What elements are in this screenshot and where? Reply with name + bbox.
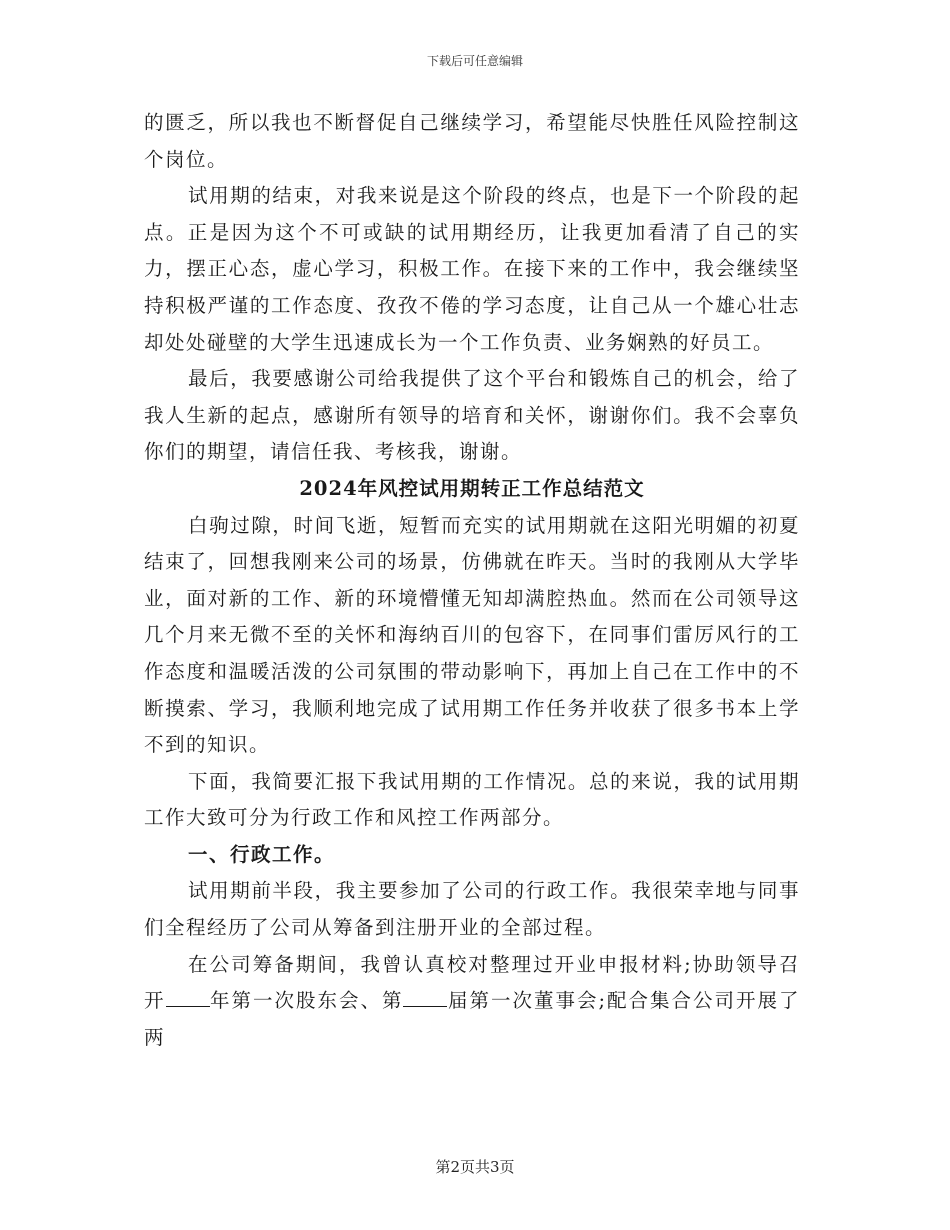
preparation-text-1: 在公司筹备期间，我曾认真校对整理过开业申报材料;协助领导召开 (144, 952, 800, 1013)
paragraph-preparation (144, 947, 800, 1057)
paragraph-thanks: 最后，我要感谢公司给我提供了这个平台和锻炼自己的机会，给了我人生新的起点，感谢所有领导的培育和关怀，谢谢你们。我不会辜负你们的期望，请信任我、考核我，谢谢。 (144, 367, 800, 464)
document-title: 2024年风控试用期转正工作总结范文 (299, 476, 645, 500)
paragraph-intro: 白驹过隙，时间飞逝，短暂而充实的试用期就在这阳光明媚的初夏结束了，回想我刚来公司的场景，仿佛就在昨天。当时的我刚从大学毕业，面对新的工作、新的环境懵懂无知却满腔热血。然而在公司领导这几个月来无微不至的关怀和海纳百川的包容下，在同事们雷厉风行的工作态度和温暖活泼的公司氛围的带动影响下，再加上自己在工作中的不断摸索、学习，我顺利地完成了试用期工作任务并收获了很多书本上学不到的知识。 (144, 513, 800, 757)
preparation-text-2: 年第一次股东会、第 (209, 989, 404, 1013)
page-number: 第2页共3页 (435, 1158, 515, 1176)
paragraph-probation-end: 试用期的结束，对我来说是这个阶段的终点，也是下一个阶段的起点。正是因为这个不可或缺的试用期经历，让我更加看清了自己的实力，摆正心态，虚心学习，积极工作。在接下来的工作中，我会继续坚持积极严谨的工作态度、孜孜不倦的学习态度，让自己从一个雄心壮志却处处碰壁的大学生迅速成长为一个工作负责、业务娴熟的好员工。 (144, 184, 800, 354)
paragraph-continuation: 的匮乏，所以我也不断督促自己继续学习，希望能尽快胜任风险控制这个岗位。 (144, 111, 800, 171)
blank-line (403, 990, 447, 1007)
paragraph-overview: 下面，我简要汇报下我试用期的工作情况。总的来说，我的试用期工作大致可分为行政工作和风控工作两部分。 (144, 769, 800, 830)
section-heading-admin: 一、行政工作。 (188, 842, 336, 866)
blank-line (166, 990, 210, 1007)
preparation-text-3: 届第一次董事会;配合集合公司开展了两 (144, 989, 800, 1049)
document-body (144, 105, 800, 1056)
page-header-note: 下载后可任意编辑 (426, 54, 523, 68)
paragraph-admin-work: 试用期前半段，我主要参加了公司的行政工作。我很荣幸地与同事们全程经历了公司从筹备到注册开业的全部过程。 (144, 879, 800, 940)
